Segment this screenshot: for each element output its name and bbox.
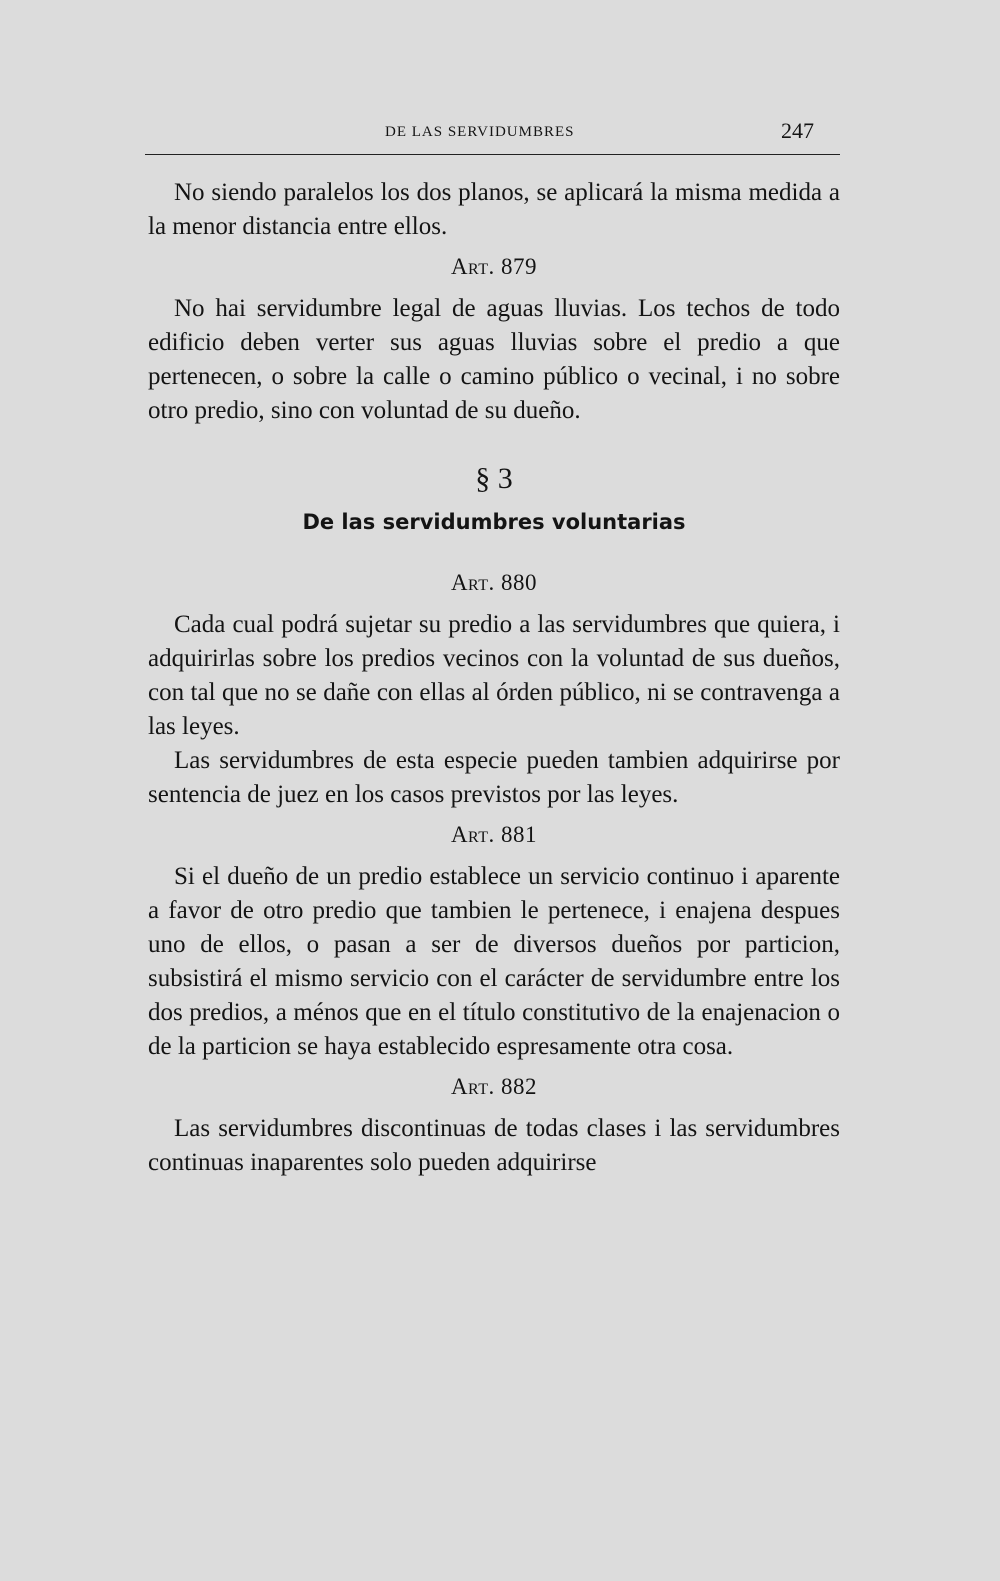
article-number: 880 bbox=[501, 570, 538, 595]
section-title: De las servidumbres voluntarias bbox=[302, 510, 686, 534]
paragraph-cada-cual: Cada cual podrá sujetar su predio a las servidumbres que quiera, i adquirirlas sobre los predios vecinos con la voluntad de sus dueños, con tal que no se dañe con ellas al órden público, ni se contravenga a las leyes. bbox=[148, 611, 840, 740]
page-body bbox=[148, 176, 840, 1180]
article-label: Art. bbox=[450, 1074, 495, 1099]
article-heading-879 bbox=[148, 254, 840, 280]
article-heading-880 bbox=[148, 570, 840, 596]
article-number: 879 bbox=[501, 254, 538, 279]
section-mark: § 3 bbox=[475, 462, 513, 495]
page-header bbox=[145, 118, 840, 148]
article-label: Art. bbox=[450, 570, 495, 595]
header-rule bbox=[145, 154, 840, 155]
paragraph-discontinuas: Las servidumbres discontinuas de todas clases i las servidumbres continuas inaparentes solo pueden adquirirse bbox=[148, 1115, 840, 1176]
article-label: Art. bbox=[450, 822, 495, 847]
article-number: 882 bbox=[501, 1074, 538, 1099]
paragraph-dueno-predio: Si el dueño de un predio establece un servicio continuo i aparente a favor de otro predio que tambien le pertenece, i enajena despues uno de ellos, o pasan a ser de diversos dueños por particion, subsistirá el mismo servicio con el carácter de servidumbre entre los dos predios, a ménos que en el título constitutivo de la enajenacion o de la particion se haya establecido espresamente otra cosa. bbox=[148, 863, 840, 1060]
article-label: Art. bbox=[450, 254, 495, 279]
paragraph-sentencia: Las servidumbres de esta especie pueden tambien adquirirse por sentencia de juez en los casos previstos por las leyes. bbox=[148, 747, 840, 808]
article-heading-882 bbox=[148, 1074, 840, 1100]
paragraph-aguas-lluvias: No hai servidumbre legal de aguas lluvias. Los techos de todo edificio deben verter sus aguas lluvias sobre el predio a que pertenecen, o sobre la calle o camino público o vecinal, i no sobre otro predio, sino con voluntad de su dueño. bbox=[148, 295, 840, 424]
article-number: 881 bbox=[501, 822, 538, 847]
page-number: 247 bbox=[781, 118, 814, 143]
article-heading-881 bbox=[148, 822, 840, 848]
paragraph-planos: No siendo paralelos los dos planos, se aplicará la misma medida a la menor distancia entre ellos. bbox=[148, 179, 840, 240]
running-title: DE LAS SERVIDUMBRES bbox=[385, 124, 575, 140]
